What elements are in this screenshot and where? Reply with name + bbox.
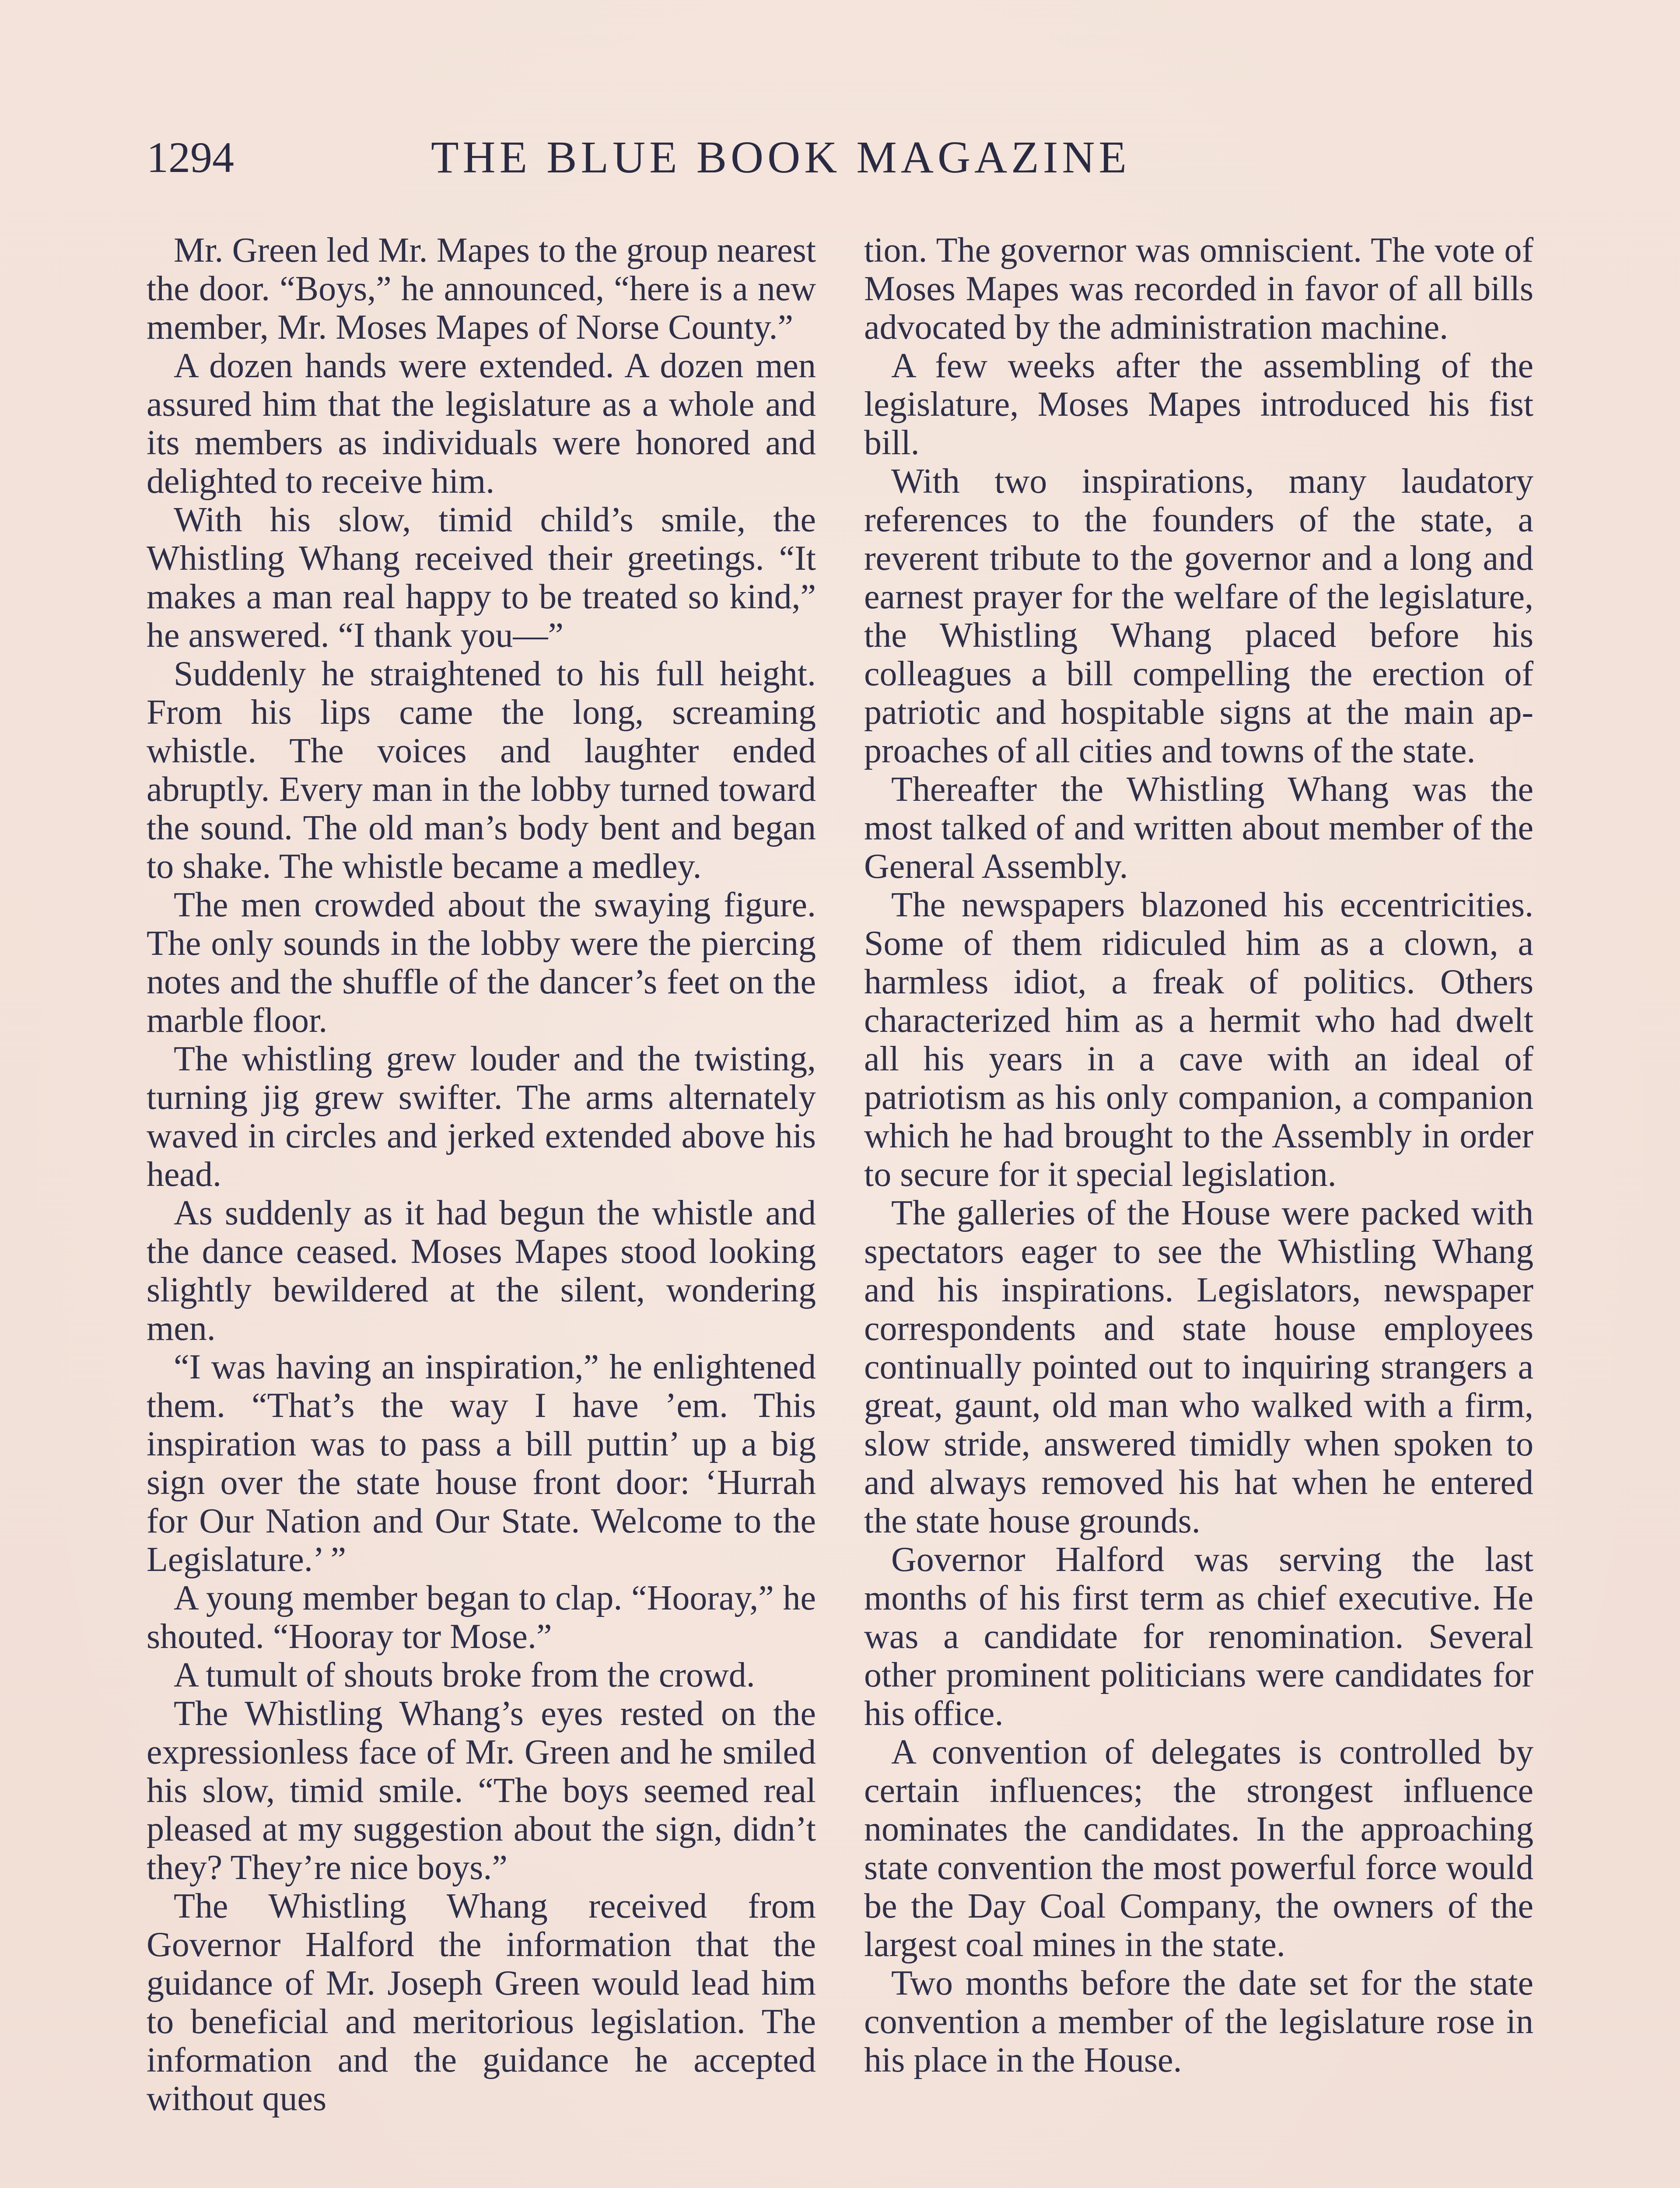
paragraph: Two months before the date set for the state convention a member of the legislature rose in his place in the House. bbox=[864, 1964, 1533, 2079]
paragraph: With two inspirations, many laudatory references to the founders of the state, a reverent tribute to the governor and a long and earnest prayer for the welfare of the legislature, the Whistling Whang placed before his colleagues a bill compelling the erection of patriotic and hospitable signs at the main approaches of all cities and towns of the state. bbox=[864, 462, 1533, 770]
paragraph: A dozen hands were extended. A dozen men assured him that the legislature as a whole and its members as individuals were honored and delighted to receive him. bbox=[147, 347, 816, 501]
right-column bbox=[864, 231, 1533, 2079]
paragraph: Thereafter the Whistling Whang was the most talked of and written about member of the General Assembly. bbox=[864, 770, 1533, 886]
running-title: THE BLUE BOOK MAGAZINE bbox=[431, 132, 1130, 182]
page-number: 1294 bbox=[147, 133, 234, 182]
paragraph: The men crowded about the swaying figure. The only sounds in the lobby were the piercing notes and the shuffle of the dancer’s feet on the marble floor. bbox=[147, 886, 816, 1040]
paragraph: Suddenly he straightened to his full height. From his lips came the long, screaming whistle. The voices and laughter ended abruptly. Every man in the lobby turned toward the sound. The old man’s body bent and began to shake. The whistle became a medley. bbox=[147, 655, 816, 886]
paragraph: As suddenly as it had begun the whistle and the dance ceased. Moses Mapes stood looking slightly bewildered at the silent, wondering men. bbox=[147, 1194, 816, 1348]
page-header bbox=[147, 127, 1236, 188]
paragraph: The galleries of the House were packed with spectators eager to see the Whistling Whang and his inspirations. Legislators, newspaper correspondents and state house employees continually pointed out to inquiring strangers a great, gaunt, old man who walked with a firm, slow stride, answered timidly when spoken to and always removed his hat when he entered the state house grounds. bbox=[864, 1194, 1533, 1540]
paragraph: The Whistling Whang received from Governor Halford the information that the guidance of Mr. Joseph Green would lead him to beneficial and meritorious legislation. The information and the guidance he accepted without ques bbox=[147, 1887, 816, 2118]
paragraph: The newspapers blazoned his eccentricities. Some of them ridiculed him as a clown, a harmless idiot, a freak of politics. Others characterized him as a hermit who had dwelt all his years in a cave with an ideal of patriotism as his only companion, a companion which he had brought to the Assembly in order to secure for it special legislation. bbox=[864, 886, 1533, 1194]
paragraph-continuation: tion. The governor was omniscient. The vote of Moses Mapes was recorded in favor of all bills advocated by the administration machine. bbox=[864, 231, 1533, 347]
paragraph: Mr. Green led Mr. Mapes to the group nearest the door. “Boys,” he announced, “here is a new member, Mr. Moses Mapes of Norse County.” bbox=[147, 231, 816, 347]
paragraph: Governor Halford was serving the last months of his first term as chief executive. He was a candidate for renomination. Several other prominent politicians were candidates for his office. bbox=[864, 1540, 1533, 1733]
paragraph: A convention of delegates is controlled by certain influences; the strongest influence nominates the candidates. In the approaching state convention the most powerful force would be the Day Coal Company, the owners of the largest coal mines in the state. bbox=[864, 1733, 1533, 1964]
paragraph: “I was having an inspiration,” he enlightened them. “That’s the way I have ’em. This inspiration was to pass a bill puttin’ up a big sign over the state house front door: ‘Hurrah for Our Nation and Our State. Welcome to the Legislature.’ ” bbox=[147, 1348, 816, 1579]
paragraph: The whistling grew louder and the twisting, turning jig grew swifter. The arms alternately waved in circles and jerked extended above his head. bbox=[147, 1040, 816, 1194]
paragraph: With his slow, timid child’s smile, the Whistling Whang received their greetings. “It makes a man real happy to be treated so kind,” he answered. “I thank you—” bbox=[147, 501, 816, 655]
paragraph: The Whistling Whang’s eyes rested on the expressionless face of Mr. Green and he smiled his slow, timid smile. “The boys seemed real pleased at my suggestion about the sign, didn’t they? They’re nice boys.” bbox=[147, 1694, 816, 1887]
left-column bbox=[147, 231, 816, 2118]
paragraph: A tumult of shouts broke from the crowd. bbox=[174, 1656, 755, 1694]
paragraph: A young member began to clap. “Hooray,” he shouted. “Hooray tor Mose.” bbox=[147, 1579, 816, 1656]
paragraph: A few weeks after the assembling of the legislature, Moses Mapes introduced his fist bill. bbox=[864, 347, 1533, 462]
